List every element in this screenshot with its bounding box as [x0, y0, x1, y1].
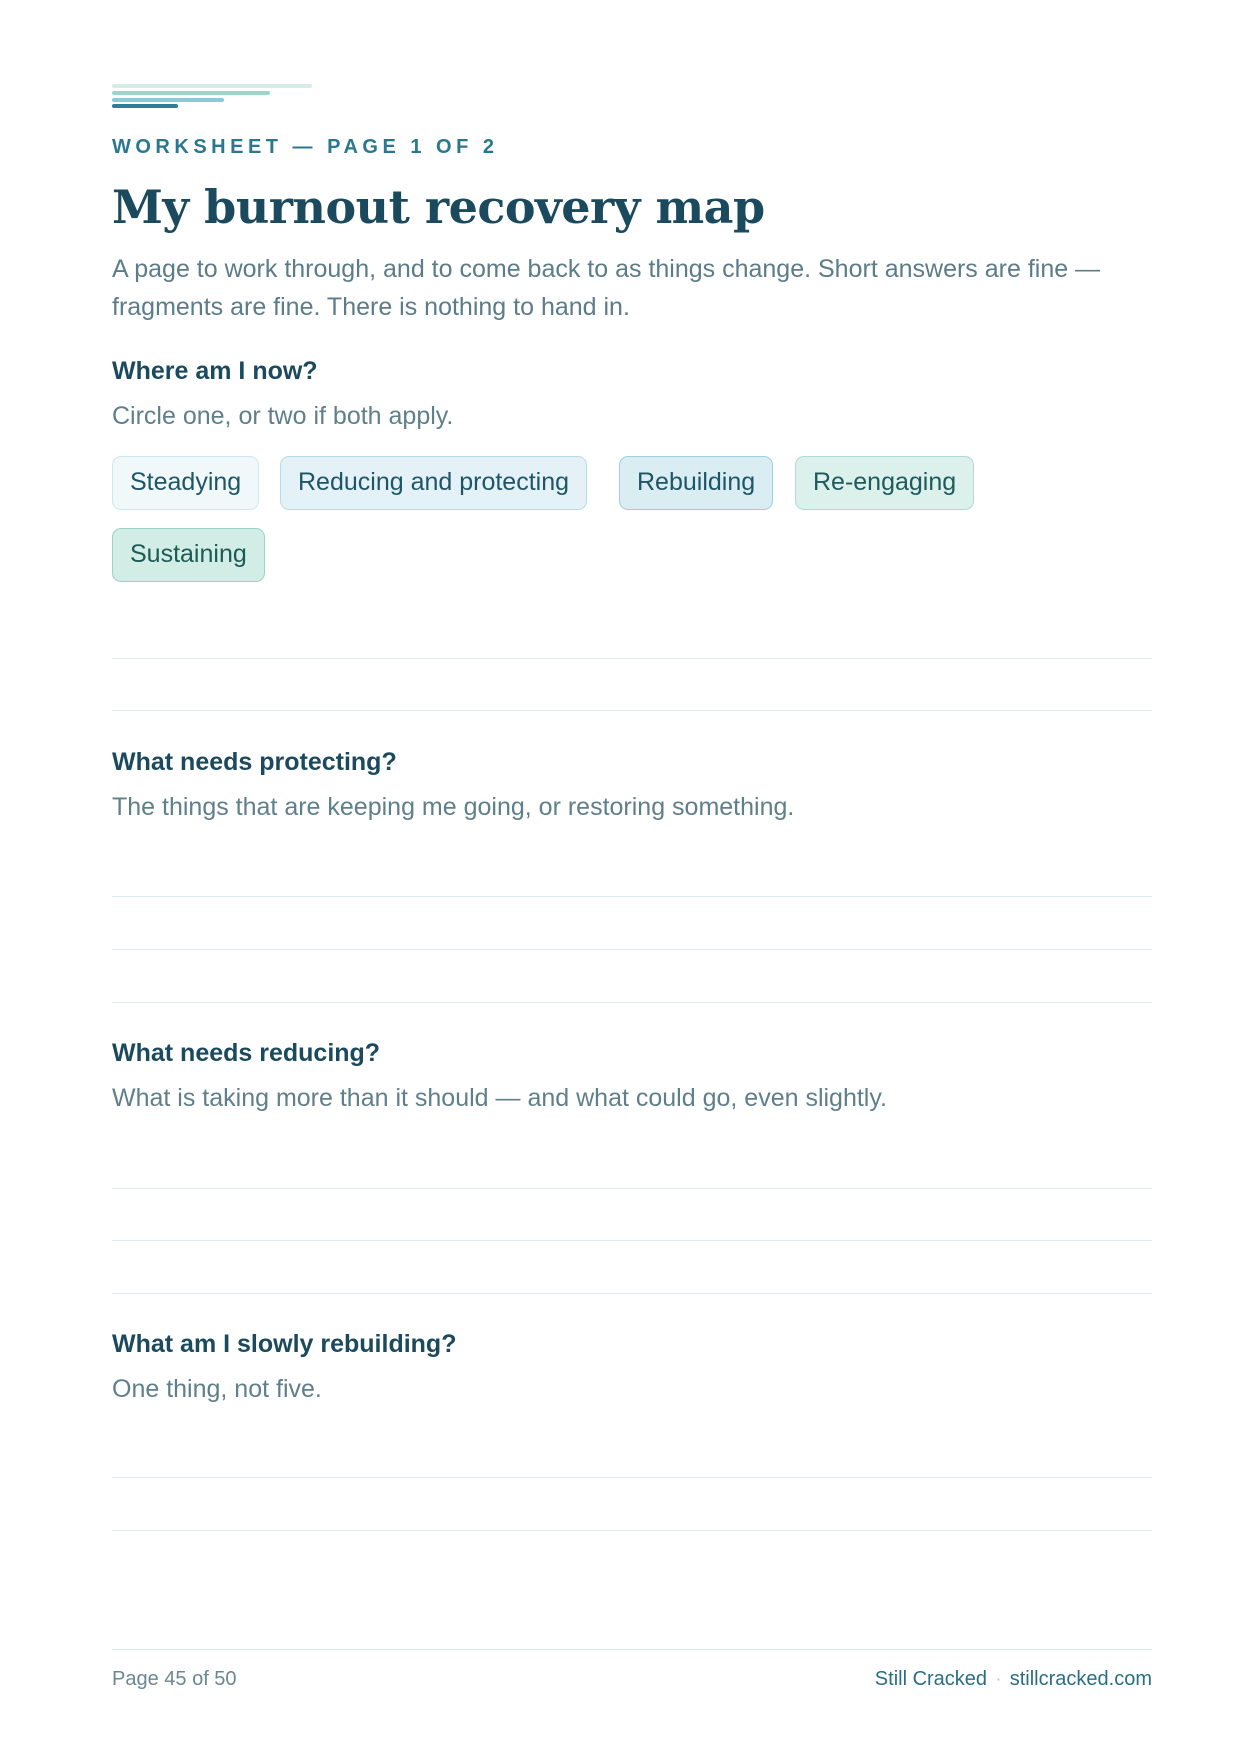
- writing-line[interactable]: [112, 1530, 1152, 1531]
- writing-line[interactable]: [112, 949, 1152, 950]
- page-title: My burnout recovery map: [112, 180, 765, 234]
- writing-line[interactable]: [112, 710, 1152, 711]
- writing-line[interactable]: [112, 1240, 1152, 1241]
- section-prompt-what-am-i-rebuilding: One thing, not five.: [112, 1375, 322, 1403]
- worksheet-eyebrow: WORKSHEET — PAGE 1 OF 2: [112, 136, 499, 158]
- decorative-header-bars: [112, 84, 312, 108]
- footer-separator: ·: [995, 1668, 1002, 1690]
- section-heading-where-am-i: Where am I now?: [112, 357, 318, 385]
- stage-option-steadying[interactable]: Steadying: [112, 456, 259, 510]
- header-bar: [112, 91, 270, 95]
- stage-option-reducing-and-protecting[interactable]: Reducing and protecting: [280, 456, 587, 510]
- writing-line[interactable]: [112, 658, 1152, 659]
- writing-line[interactable]: [112, 1293, 1152, 1294]
- section-heading-what-am-i-rebuilding: What am I slowly rebuilding?: [112, 1330, 457, 1358]
- footer-brand-line: [875, 1668, 1152, 1691]
- writing-line[interactable]: [112, 1477, 1152, 1478]
- section-prompt-what-needs-protecting: The things that are keeping me going, or restoring something.: [112, 793, 795, 821]
- writing-line[interactable]: [112, 1188, 1152, 1189]
- header-bar: [112, 98, 224, 102]
- stage-option-rebuilding[interactable]: Rebuilding: [619, 456, 773, 510]
- section-prompt-what-needs-reducing: What is taking more than it should — and what could go, even slightly.: [112, 1084, 887, 1112]
- website-link[interactable]: stillcracked.com: [1009, 1668, 1152, 1690]
- brand-name: Still Cracked: [874, 1668, 988, 1690]
- stage-option-re-engaging[interactable]: Re-engaging: [795, 456, 974, 510]
- section-heading-what-needs-protecting: What needs protecting?: [112, 748, 397, 776]
- writing-line[interactable]: [112, 1002, 1152, 1003]
- worksheet-page: [112, 0, 1152, 1756]
- intro-paragraph: A page to work through, and to come back to as things change. Short answers are fine — fragments are fine. There is nothing to hand in.: [112, 255, 1101, 321]
- section-prompt-where-am-i: Circle one, or two if both apply.: [112, 402, 454, 430]
- footer-divider: [112, 1649, 1152, 1650]
- header-bar: [112, 104, 178, 108]
- writing-line[interactable]: [112, 896, 1152, 897]
- stage-option-sustaining[interactable]: Sustaining: [112, 528, 265, 582]
- header-bar: [112, 84, 312, 88]
- section-heading-what-needs-reducing: What needs reducing?: [112, 1039, 381, 1067]
- page-number: Page 45 of 50: [112, 1668, 237, 1690]
